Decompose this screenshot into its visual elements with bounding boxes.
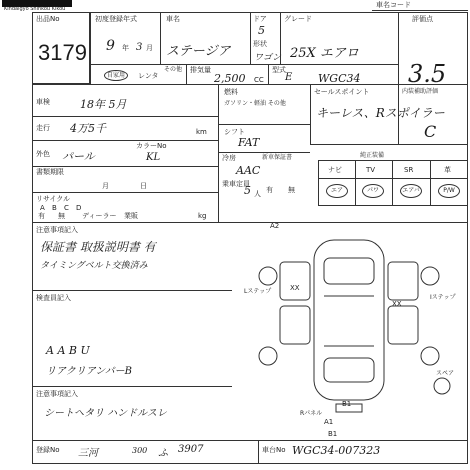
use-other-label: その他 — [164, 66, 183, 73]
r-panel-label: Rパネル — [300, 410, 323, 417]
score-value: 3.5 — [408, 60, 447, 88]
step-right-label: Iステップ — [430, 294, 456, 301]
warranty-no: 無 — [288, 186, 295, 194]
model-value: WGC34 — [318, 72, 361, 85]
shift-value: FAT — [238, 136, 260, 149]
first-reg-year-unit: 年 — [122, 44, 129, 52]
color-no-value: KL — [146, 152, 161, 163]
doors-label: ドア — [253, 15, 267, 23]
equip-sr: SR — [404, 166, 414, 174]
car-code-label: 車名コード — [376, 1, 411, 9]
equipment-label: 純正装備 — [360, 152, 385, 159]
mark-xx2: XX — [392, 300, 402, 308]
capacity-value: 5 — [244, 184, 251, 197]
tire-rear-right — [421, 347, 439, 365]
model-label: 型式 — [272, 66, 286, 74]
reg-kana: ふ — [158, 448, 168, 459]
spare-label: スペア — [436, 370, 455, 377]
transfer-month: 月 — [102, 182, 109, 190]
car-diagram — [240, 226, 468, 426]
capacity-unit: 人 — [254, 190, 261, 198]
use-rental: レンタ — [138, 72, 159, 80]
first-reg-label: 初度登録年式 — [95, 15, 137, 23]
recycle-label: リサイクル — [36, 195, 71, 203]
equip-nav-mark: エア — [326, 184, 348, 198]
mileage-label: 走行 — [36, 124, 50, 132]
car-windshield — [324, 258, 374, 284]
equip-leather: 革 — [444, 166, 451, 174]
recycle-d: D — [76, 204, 82, 212]
chassis-label: 車台No — [262, 446, 286, 454]
doors-value: 5 — [258, 24, 265, 37]
car-right-rear-door — [388, 306, 418, 344]
equip-tv: TV — [366, 166, 376, 174]
lot-label: 出品No — [36, 15, 60, 23]
payment-yes: 有 — [38, 212, 45, 220]
reg-label: 登録No — [36, 446, 60, 454]
chassis-value: WGC34-007323 — [292, 444, 381, 457]
shape-label: 形状 — [253, 40, 267, 48]
selling-points-value: キーレス、Rスポイラー — [316, 106, 445, 120]
tire-front-right — [421, 267, 439, 285]
mark-xx1: XX — [290, 284, 300, 292]
warranty-yes: 有 — [266, 186, 273, 194]
car-name-value: ステージア — [166, 44, 231, 59]
notes-line2: タイミングベルト交換済み — [40, 261, 148, 271]
shift-label: シフト — [224, 128, 245, 136]
fuel-value: E — [285, 72, 293, 83]
memo-label: 注意事項記入 — [36, 390, 78, 398]
grade-label: グレード — [284, 15, 312, 23]
interior-score-label: 内装補助評価 — [402, 88, 439, 95]
mark-a2: A2 — [270, 222, 280, 230]
recycle-b: B — [52, 204, 57, 212]
score-label: 評価点 — [412, 15, 433, 23]
first-reg-month: 3 — [136, 42, 143, 53]
reg-no: 3907 — [178, 444, 204, 455]
reg-num: 300 — [132, 446, 148, 455]
shape-value: ワゴン — [254, 53, 282, 63]
grade-value: 25X エアロ — [290, 46, 359, 61]
payment-trade: 業販 — [124, 212, 138, 220]
displacement-value: 2,500 — [214, 72, 246, 85]
car-left-rear-door — [280, 306, 310, 344]
car-right-front-door — [388, 262, 418, 300]
memo-value: シートヘタリ ハンドルスレ — [44, 408, 167, 419]
weight-unit: kg — [198, 212, 207, 220]
aircon-value: AAC — [236, 164, 261, 177]
first-reg-month-unit: 月 — [146, 44, 153, 52]
interior-score-value: C — [424, 122, 437, 141]
aircon-label: 冷房 — [222, 154, 236, 162]
fuel-type-label: 燃料 — [224, 88, 238, 96]
capacity-label: 乗車定員 — [222, 180, 250, 188]
color-value: パール — [62, 150, 95, 163]
first-reg-year: 9 — [106, 38, 115, 54]
inspector-label: 検査員記入 — [36, 294, 71, 302]
warranty-label: 新車保証書 — [262, 154, 293, 161]
inspector-line1: A A B U — [46, 344, 90, 357]
mileage-unit: km — [196, 128, 207, 136]
use-own: 自家用 — [104, 70, 128, 81]
transfer-day: 日 — [140, 182, 147, 190]
spare-tire — [434, 378, 450, 394]
step-left-label: Lステップ — [244, 288, 272, 295]
mark-b1: B1 — [342, 400, 352, 408]
equip-sr-mark: エアバ — [400, 184, 422, 198]
tire-front-left — [259, 267, 277, 285]
fuel-type-options: ガソリン・軽油 その他 — [224, 100, 286, 107]
notes-line1: 保証書 取扱説明書 有 — [40, 240, 156, 254]
displacement-unit: CC — [254, 76, 264, 84]
payment-dealer: ディーラー — [82, 212, 117, 220]
equip-pw-mark: P/W — [438, 184, 460, 198]
equip-tv-mark: パワ — [362, 184, 384, 198]
car-left-front-door — [280, 262, 310, 300]
color-label: 外色 — [36, 150, 50, 158]
mark-b1-lower: B1 — [328, 430, 338, 438]
selling-points-label: セールスポイント — [314, 88, 370, 96]
inspector-line2: リアクリアンパーB — [46, 366, 132, 377]
color-no-label: カラーNo — [136, 142, 167, 150]
recycle-a: A — [40, 204, 45, 212]
mileage-value: 4万5千 — [70, 122, 106, 135]
car-name-label: 車名 — [166, 15, 180, 23]
lot-number: 3179 — [38, 40, 87, 65]
inspection-value: 18年 5月 — [80, 98, 127, 111]
payment-no: 無 — [58, 212, 65, 220]
recycle-c: C — [64, 204, 69, 212]
tire-rear-left — [259, 347, 277, 365]
header-logo-text: Kindaigyo Shinkou Kikou — [4, 6, 66, 12]
car-rear-window — [324, 358, 374, 382]
transfer-label: 書類期限 — [36, 168, 64, 176]
reg-area: 三河 — [78, 448, 98, 459]
displacement-label: 排気量 — [190, 66, 211, 74]
notes-label: 注意事項記入 — [36, 226, 78, 234]
inspection-label: 車検 — [36, 98, 50, 106]
mark-a1: A1 — [324, 418, 334, 426]
equip-nav: ナビ — [328, 166, 342, 174]
